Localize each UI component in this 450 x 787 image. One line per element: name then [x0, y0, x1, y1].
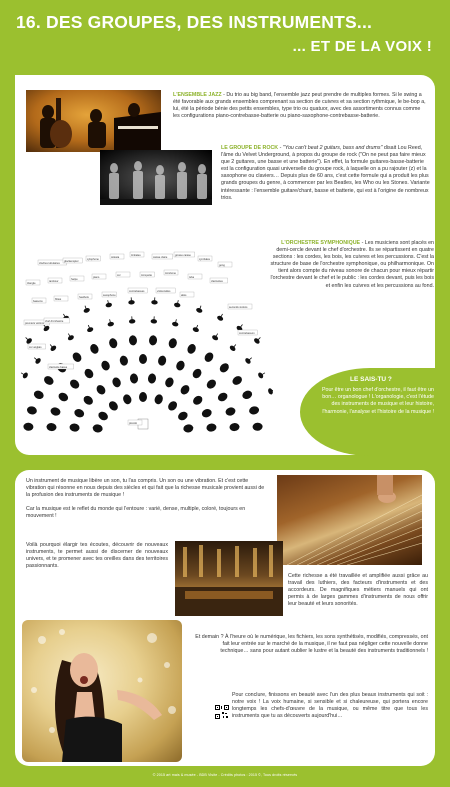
- jazz-musicians-illustration: [26, 90, 161, 152]
- orchestra-label: [238, 330, 257, 335]
- orchestra-label: [140, 272, 154, 277]
- orchestra-label: [110, 254, 124, 259]
- orchestra-label-text: altos: [181, 293, 187, 297]
- instrument-icon: [151, 297, 158, 304]
- instrument-icon: [26, 405, 38, 415]
- orchestra-label: [70, 276, 84, 281]
- orchestra-diagram: [18, 240, 273, 440]
- orchestra-label-text: cymbales: [199, 257, 210, 261]
- instrument-icon: [69, 423, 80, 432]
- instrument-icon: [149, 335, 158, 346]
- orchestra-label-text: bassons: [33, 299, 43, 303]
- instrument-icon: [92, 424, 103, 434]
- orchestra-label-text: contrebasses: [129, 289, 145, 293]
- orchestra-label-text: flûtes: [55, 297, 62, 301]
- rock-section: [221, 145, 431, 202]
- instrument-icon: [195, 306, 203, 314]
- instrument-icon: [86, 325, 94, 333]
- instrument-icon: [50, 406, 62, 417]
- orchestra-label: [102, 292, 116, 297]
- instrument-icon: [111, 376, 122, 388]
- rock-text: disait Lou Reed, l'âme du Velvet Underground, à propos du groupe de rock ("On ne peut pas faire mieux que 2 guitares, une basse et une batterie"). En effet, la formule guitares-basse-batterie est la configuration quasi universelle du groupe rock, à laquelle on a pu rajouter (z) et la saxophone ou claviers… Depuis plus de 60 ans, c'est cette formule qui a produit les plus grands groupes du genre, à commencer par les Beatles, les Who ou les Stones. Variante intéressante : l'ensemble guitare/chant, basse et batterie, qui est à l'origine de nombreux trios.: [221, 145, 430, 201]
- rock-paragraph: [221, 145, 431, 202]
- singer-illustration: [22, 620, 182, 762]
- instrument-icon: [82, 394, 95, 406]
- bottom-para-6-wrap: [232, 692, 428, 720]
- orchestra-label: [128, 288, 147, 293]
- bottom-para-4: Cette richesse a été travaillée et amplifiée aussi grâce au travail des luthiers, des facteurs d'instruments et des accordeurs. De magnifiques métiers manuels qui ont permis à de larges gammes d'instruments de nous offrir leur beauté et leurs sonorités.: [288, 573, 428, 608]
- orchestra-label: [198, 256, 212, 261]
- rock-heading: LE GROUPE DE ROCK: [221, 145, 279, 151]
- orchestra-label-text: chef d'orchestre: [45, 319, 64, 323]
- instrument-icon: [168, 337, 178, 349]
- orchestra-label-text: piano: [93, 275, 100, 279]
- instrument-icon: [244, 357, 252, 365]
- instrument-icon: [139, 392, 147, 402]
- instrument-icon: [153, 393, 164, 405]
- instrument-icon: [42, 374, 55, 386]
- instrument-icon: [122, 393, 133, 405]
- instrument-icon: [225, 406, 237, 417]
- orchestra-label-text: piccolo: [129, 421, 138, 425]
- orchestra-label: [44, 318, 70, 323]
- orchestra-label-text: saxophone: [103, 293, 116, 297]
- orchestra-label: [228, 304, 252, 309]
- jazz-heading: L'ENSEMBLE JAZZ: [173, 92, 222, 98]
- instrument-icon: [83, 306, 91, 314]
- workshop-illustration: [175, 541, 283, 616]
- orchestra-label: [92, 274, 106, 279]
- footer-credits: © 2015 art mais & musée - BDB Visite - Crédits photos : 2015 ©, Tous droits réservés: [152, 773, 298, 777]
- page-title: 16. DES GROUPES, DES INSTRUMENTS...: [16, 12, 373, 32]
- orchestra-heading: L'ORCHESTRE SYMPHONIQUE: [281, 240, 361, 246]
- bottom-intro: [26, 478, 266, 520]
- orchestra-label-text: seconds violons: [229, 305, 248, 309]
- instrument-workshop-photo: [175, 541, 283, 616]
- instrument-icon: [191, 394, 204, 406]
- bottom-para-5-wrap: [193, 634, 428, 655]
- orchestra-label-text: cor anglais: [29, 345, 42, 349]
- orchestra-label: [152, 254, 173, 259]
- instrument-icon: [164, 376, 175, 388]
- instrument-icon: [150, 316, 157, 323]
- did-you-know-text: Pour être un bon chef d'orchestre, il faut être un bon… organologue ! L'organologie, c'est l'étude des instruments de musique et leur histoire, l'harmonie, l'analyse et l'histoire de la musique !: [321, 387, 434, 415]
- did-you-know-callout: [300, 368, 440, 456]
- orchestra-label: [48, 278, 62, 283]
- instrument-icon: [192, 325, 200, 333]
- instrument-icon: [129, 316, 136, 323]
- orchestra-label: [116, 272, 130, 277]
- instrument-icon: [128, 297, 135, 304]
- bottom-para-3: Voilà pourquoi élargir tes écoutes, découvrir de nouveaux instruments, te permet aussi de discerner de nouveaux univers, et te promener avec tes oreilles dans des territoires passionnants.: [26, 542, 168, 570]
- bottom-para-1: Un instrument de musique libère un son, tu l'as compris. Un son ou une vibration. Et c'est cette vibration qui résonne en nous depuis des siècles et qui fait que la richesse musicale provient aussi de la profusion des instruments de musique !: [26, 478, 265, 499]
- bottom-para-2: Car la musique est le reflet du monde qui l'entoure : varié, dense, multiple, coloré, toujours en mouvement !: [26, 506, 246, 520]
- instrument-icon: [175, 359, 186, 371]
- orchestra-label-text: célesta: [111, 255, 120, 259]
- instrument-icon: [97, 410, 110, 422]
- orchestra-paragraph: [268, 240, 434, 290]
- orchestra-label-text: clarinettes: [211, 279, 223, 283]
- rock-band-photo: [100, 150, 212, 205]
- instrument-icon: [73, 408, 85, 419]
- orchestra-label: [130, 252, 144, 257]
- instrument-icon: [157, 355, 167, 366]
- instrument-icon: [43, 325, 51, 333]
- instrument-icon: [100, 359, 111, 371]
- orchestra-section: [268, 240, 434, 290]
- instrument-icon: [107, 319, 114, 327]
- qr-code-icon: [214, 704, 230, 720]
- orchestra-label-text: tambour: [49, 279, 59, 283]
- orchestra-label: [180, 292, 194, 297]
- instrument-icon: [108, 337, 118, 349]
- orchestra-label-text: cor: [117, 273, 121, 277]
- bottom-para-4-wrap: [288, 573, 428, 608]
- orchestra-label-text: cloches tubulaires: [39, 261, 60, 265]
- orchestra-label: [174, 252, 195, 257]
- orchestra-label-text: tuba: [189, 275, 195, 279]
- jazz-text: - Du trio au big band, l'ensemble jazz peut prendre de multiples formes. Si le swing a été favorable aux grands ensembles comprenant sa section de cuivres et sa section rythmique, le be-bop a, lui, été la période bénie des petits ensembles, type trio ou quatuor, avec des assortiments connus comme les configurations piano-contrebasse-batterie ou piano-saxophone-contrebasse-batterie.: [173, 92, 426, 120]
- rock-musicians-illustration: [100, 150, 212, 205]
- instrument-icon: [139, 354, 147, 364]
- instrument-icon: [21, 372, 29, 380]
- instrument-icon: [67, 334, 75, 342]
- instrument-icon: [216, 314, 224, 322]
- jazz-paragraph: [173, 92, 428, 120]
- instrument-icon: [241, 389, 253, 400]
- orchestra-label: [63, 258, 82, 263]
- instrument-icon: [174, 300, 181, 308]
- instrument-icon: [231, 374, 244, 386]
- orchestra-label: [26, 280, 40, 285]
- orchestra-text: - Les musiciens sont placés en demi-cercle devant le chef d'orchestre. Ils se répartissent en quatre sections : les cordes, les bois, les cuivres et les percussions. C'est la structure de base de l'orchestre symphonique, ou philharmonique. On tient alors compte du niveau sonore de chacun pour mieux répartir l'orchestre devant le chef et le public : les cordes devant, puis les bois et enfin les cuivres et les percussions au fond.: [270, 240, 434, 289]
- orchestra-label: [156, 288, 175, 293]
- instrument-icon: [186, 343, 197, 355]
- orchestra-label: [128, 420, 142, 425]
- instrument-icon: [248, 405, 260, 415]
- bottom-para-3-wrap: [26, 542, 168, 570]
- title-band: [0, 0, 450, 80]
- orchestra-label: [164, 270, 178, 275]
- instrument-icon: [23, 422, 34, 431]
- orchestra-label-text: timbales: [131, 253, 141, 257]
- orchestra-label-text: contrebasson: [239, 331, 255, 335]
- instrument-icon: [147, 373, 156, 384]
- orchestra-label: [218, 262, 232, 267]
- bottom-para-5: Et demain ? À l'heure où le numérique, les fichiers, les sons synthétisés, modifiés, compressés, ont fait leur entrée sur le marché de la musique, il ne faut pas négliger cette nouvelle donne technique… sans pour autant oublier le lustre et la beauté des instruments traditionnels !: [195, 634, 428, 655]
- instrument-icon: [229, 345, 237, 353]
- orchestra-label: [54, 296, 68, 301]
- orchestra-label: [86, 256, 100, 261]
- instrument-icon: [25, 337, 33, 345]
- instrument-icon: [218, 361, 231, 374]
- instrument-icon: [191, 367, 203, 380]
- orchestra-label-text: caisse claire: [153, 255, 168, 259]
- instrument-icon: [205, 378, 218, 391]
- instrument-icon: [107, 399, 120, 412]
- orchestra-label: [38, 260, 67, 265]
- orchestra-label: [188, 274, 202, 279]
- piano-strings-illustration: [277, 475, 422, 565]
- instrument-icon: [206, 423, 217, 432]
- instrument-icon: [203, 351, 215, 364]
- orchestra-label-text: clarinette basse: [49, 365, 68, 369]
- instrument-icon: [105, 300, 112, 308]
- orchestra-seating-svg: [18, 240, 273, 440]
- orchestra-label-text: violoncelles: [157, 289, 171, 293]
- instrument-icon: [83, 367, 95, 380]
- instrument-icon: [129, 373, 138, 384]
- instrument-icon: [229, 423, 240, 432]
- orchestra-label: [78, 294, 92, 299]
- instrument-icon: [57, 391, 70, 403]
- rock-dash: -: [278, 145, 283, 151]
- instrument-icon: [46, 423, 57, 432]
- instrument-icon: [68, 378, 81, 391]
- instrument-icon: [33, 389, 45, 400]
- instrument-icon: [179, 383, 191, 396]
- instrument-icon: [34, 357, 42, 365]
- instrument-icon: [211, 334, 219, 342]
- jazz-section: [173, 92, 428, 120]
- did-you-know-heading: LE SAIS-TU ?: [350, 376, 392, 383]
- instrument-icon: [183, 424, 194, 434]
- orchestra-label-text: hautbois: [79, 295, 89, 299]
- instrument-icon: [267, 388, 273, 396]
- rock-quote: "You can't beat 2 guitars, bass and drums": [282, 145, 383, 151]
- instrument-icon: [257, 372, 265, 380]
- instrument-icon: [89, 343, 100, 355]
- orchestra-label-text: grosse caisse: [175, 253, 191, 257]
- orchestra-label: [32, 298, 46, 303]
- qr-code[interactable]: [214, 704, 230, 720]
- instrument-icon: [119, 355, 129, 366]
- jazz-band-photo: [26, 90, 161, 152]
- instrument-icon: [95, 383, 107, 396]
- instrument-icon: [201, 408, 213, 419]
- orchestra-label-text: premiers violons: [25, 321, 44, 325]
- orchestra-label: [210, 278, 228, 283]
- orchestra-label-text: harpe: [71, 277, 78, 281]
- bottom-para-6: Pour conclure, finissons en beauté avec l'un des plus beaux instruments qui soit : notre voix ! La voix humaine, si sensible et si chaleureuse, qui portera encore longtemps les chefs-d'œuvre de la musique, ou même titre que tous les instruments que tu as découverts aujourd'hui…: [232, 692, 428, 720]
- singer-photo: [22, 620, 182, 762]
- instrument-icon: [177, 410, 190, 422]
- instrument-icon: [252, 422, 263, 431]
- orchestra-label-text: trombone: [165, 271, 176, 275]
- orchestra-label: [28, 344, 46, 349]
- page-subtitle: ... ET DE LA VOIX !: [292, 38, 432, 55]
- orchestra-label-text: triangle: [27, 281, 36, 285]
- instrument-icon: [129, 335, 138, 346]
- instrument-icon: [166, 399, 179, 412]
- orchestra-label: [48, 364, 74, 369]
- orchestra-label-text: trompette: [141, 273, 152, 277]
- orchestra-label-text: glockenspiel: [64, 259, 79, 263]
- piano-interior-photo: [277, 475, 422, 565]
- instrument-icon: [50, 345, 58, 353]
- instrument-icon: [71, 351, 83, 364]
- orchestra-label-text: xylophone: [87, 257, 99, 261]
- orchestra-label-text: gong: [219, 263, 225, 267]
- instrument-icon: [253, 337, 261, 345]
- instrument-icon: [172, 319, 179, 327]
- instrument-icon: [216, 391, 229, 403]
